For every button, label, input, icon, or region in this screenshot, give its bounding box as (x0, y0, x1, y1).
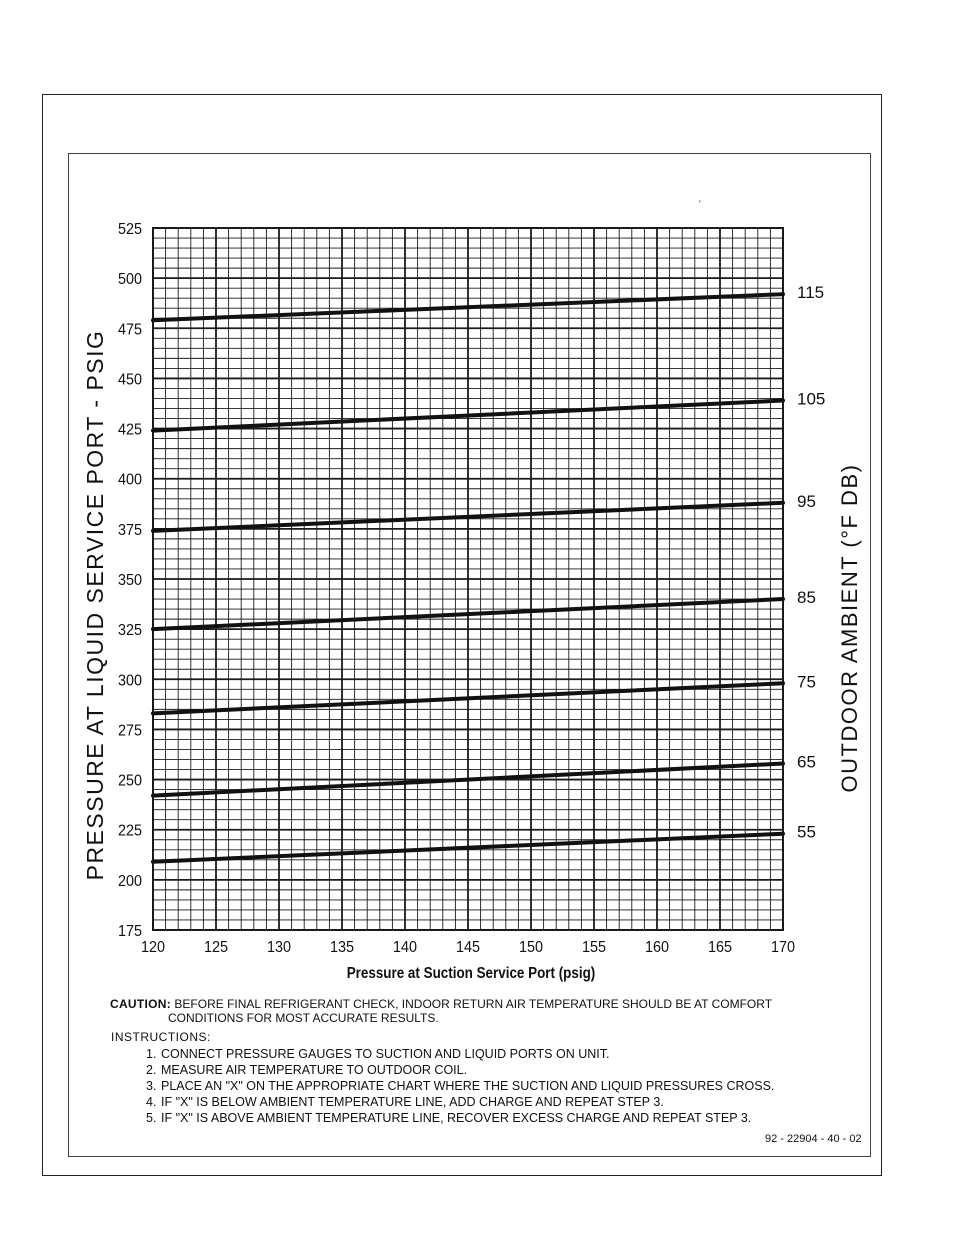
caution-label: CAUTION: (110, 997, 172, 1011)
y-tick-label: 200 (117, 872, 142, 891)
y-tick-label: 325 (117, 621, 142, 640)
caution-note (110, 997, 772, 1025)
y-tick-label: 475 (117, 320, 142, 339)
ambient-label-105: 105 (797, 389, 826, 409)
ambient-label-115: 115 (797, 283, 825, 303)
y-tick-label: 400 (117, 471, 142, 489)
x-axis-label: Pressure at Suction Service Port (psig) (346, 965, 596, 983)
y-tick-label: 175 (117, 922, 142, 941)
x-tick-label: 135 (329, 938, 355, 957)
y-tick-label: 275 (117, 721, 142, 740)
x-tick-label: 155 (581, 938, 607, 957)
x-tick-label: 145 (455, 938, 481, 957)
chart-grid (153, 228, 783, 930)
x-tick-label: 125 (203, 938, 229, 957)
x-tick-label: 140 (392, 938, 418, 957)
x-tick-label: 150 (518, 938, 544, 957)
ambient-label-95: 95 (797, 491, 816, 511)
y-tick-label: 225 (117, 822, 142, 840)
x-tick-label: 170 (770, 938, 796, 957)
x-tick-label: 165 (707, 938, 733, 957)
x-tick-label: 130 (266, 938, 292, 957)
ambient-label-65: 65 (797, 752, 816, 772)
instruction-step: 2. MEASURE AIR TEMPERATURE TO OUTDOOR COIL. (146, 1063, 468, 1077)
ambient-label-75: 75 (797, 672, 816, 692)
y-axis-label: PRESSURE AT LIQUID SERVICE PORT - PSIG (82, 329, 108, 881)
document-code: 92 - 22904 - 40 - 02 (765, 1133, 862, 1145)
y-tick-label: 375 (117, 521, 142, 540)
x-tick-label: 120 (140, 938, 166, 957)
y-tick-label: 250 (117, 771, 142, 790)
instruction-step: 4. IF "X" IS BELOW AMBIENT TEMPERATURE LINE, ADD CHARGE AND REPEAT STEP 3. (146, 1095, 664, 1109)
y-tick-label: 525 (117, 220, 142, 239)
ambient-label-85: 85 (797, 588, 816, 608)
instruction-step: 5. IF "X" IS ABOVE AMBIENT TEMPERATURE LINE, RECOVER EXCESS CHARGE AND REPEAT STEP 3. (146, 1111, 752, 1125)
y-tick-label: 425 (117, 420, 142, 439)
ambient-label-55: 55 (797, 822, 816, 842)
instruction-steps (146, 1046, 774, 1126)
instruction-step: 1. CONNECT PRESSURE GAUGES TO SUCTION AND LIQUID PORTS ON UNIT. (146, 1047, 610, 1061)
caution-text-line1: BEFORE FINAL REFRIGERANT CHECK, INDOOR RETURN AIR TEMPERATURE SHOULD BE AT COMFORT (174, 997, 773, 1011)
instruction-step: 3. PLACE AN "X" ON THE APPROPRIATE CHART WHERE THE SUCTION AND LIQUID PRESSURES CROSS. (146, 1079, 775, 1093)
x-tick-label: 160 (644, 938, 670, 957)
right-axis-label: OUTDOOR AMBIENT (°F DB) (837, 463, 862, 793)
caution-text-line2: CONDITIONS FOR MOST ACCURATE RESULTS. (168, 1011, 439, 1025)
y-tick-label: 450 (117, 370, 142, 389)
stray-mark: ' (699, 199, 701, 209)
y-tick-label: 350 (117, 571, 142, 590)
y-tick-label: 500 (117, 270, 142, 289)
instructions-heading: INSTRUCTIONS: (111, 1030, 211, 1044)
y-tick-label: 300 (117, 671, 142, 690)
